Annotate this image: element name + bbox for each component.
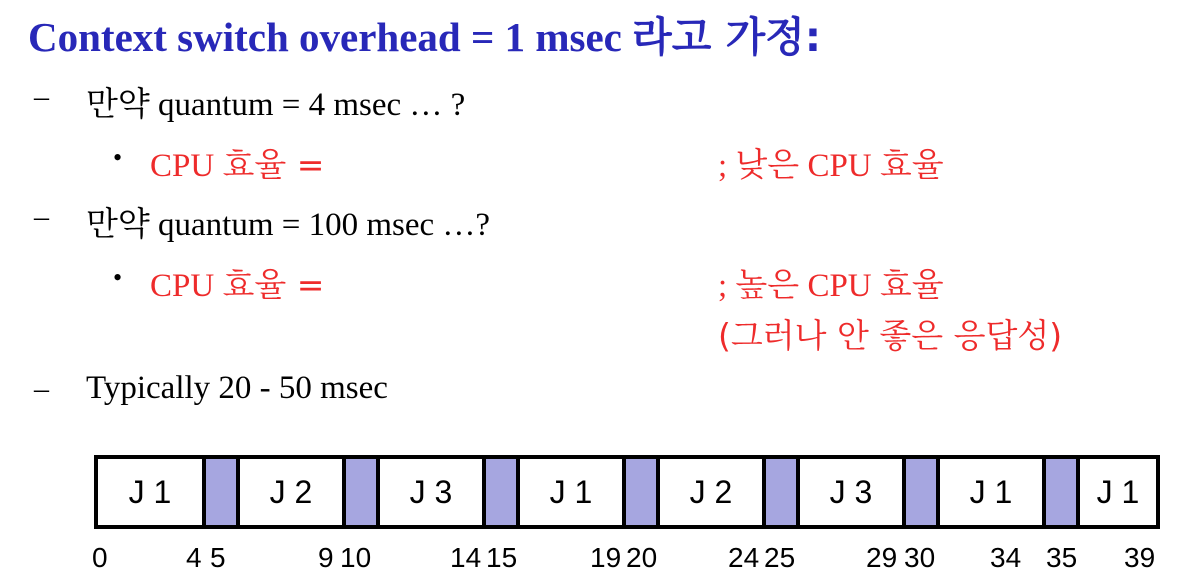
quantum-100-line (86, 198, 490, 245)
dash-bullet: – (34, 80, 49, 113)
tick-label: 5 (210, 542, 226, 573)
job-cell: J 2 (240, 459, 346, 525)
tick-label: 19 (590, 542, 622, 573)
context-switch-block (626, 459, 660, 525)
title-ko: 라고 가정: (632, 13, 822, 61)
quantum-4-text: quantum = 4 msec … ? (149, 87, 466, 123)
context-switch-block (1046, 459, 1080, 525)
dash-bullet: – (34, 372, 49, 405)
context-switch-block (766, 459, 800, 525)
tick-label: 35 (1046, 542, 1078, 573)
tick-label: 30 (904, 542, 936, 573)
cpu-efficiency-label-1: CPU 효율 = (150, 145, 325, 184)
bullet-dot: • (113, 143, 123, 172)
high-efficiency-note: ; 높은 CPU 효율 (718, 265, 944, 304)
job-cell: J 1 (1096, 473, 1140, 510)
typical-range-line: Typically 20 - 50 msec (86, 370, 388, 406)
dash-bullet: – (34, 200, 49, 233)
job-cell: J 3 (380, 459, 486, 525)
tick-label: 20 (626, 542, 658, 573)
ko-if: 만약 (86, 204, 150, 243)
ko-if: 만약 (86, 84, 150, 123)
tick-label: 9 (318, 542, 334, 573)
tick-label: 34 (990, 542, 1022, 573)
slide-title (28, 4, 821, 63)
tick-label: 10 (340, 542, 372, 573)
tick-label: 4 (186, 542, 202, 573)
quantum-100-text: quantum = 100 msec …? (149, 207, 491, 243)
cpu-efficiency-label-2: CPU 효율 = (150, 265, 325, 304)
title-en: Context switch overhead = 1 msec (28, 14, 633, 60)
context-switch-block (906, 459, 940, 525)
tick-label: 25 (764, 542, 796, 573)
job-cell: J 1 (520, 459, 626, 525)
job-cell: J 1 (940, 459, 1046, 525)
job-cell: J 1 (98, 459, 206, 525)
tick-label: 29 (866, 542, 898, 573)
low-efficiency-note: ; 낮은 CPU 효율 (718, 145, 944, 184)
tick-label: 24 (728, 542, 760, 573)
bullet-dot: • (113, 263, 123, 292)
job-cell: J 2 (660, 459, 766, 525)
context-switch-block (346, 459, 380, 525)
tick-label: 15 (486, 542, 518, 573)
response-note: (그러나 안 좋은 응답성) (718, 316, 1063, 355)
tick-label: 14 (450, 542, 482, 573)
quantum-4-line (86, 78, 465, 125)
job-cell: J 3 (800, 459, 906, 525)
tick-label: 0 (92, 542, 108, 573)
tick-label: 39 (1124, 542, 1156, 573)
context-switch-block (486, 459, 520, 525)
context-switch-block (206, 459, 240, 525)
gantt-timeline (94, 455, 1160, 529)
